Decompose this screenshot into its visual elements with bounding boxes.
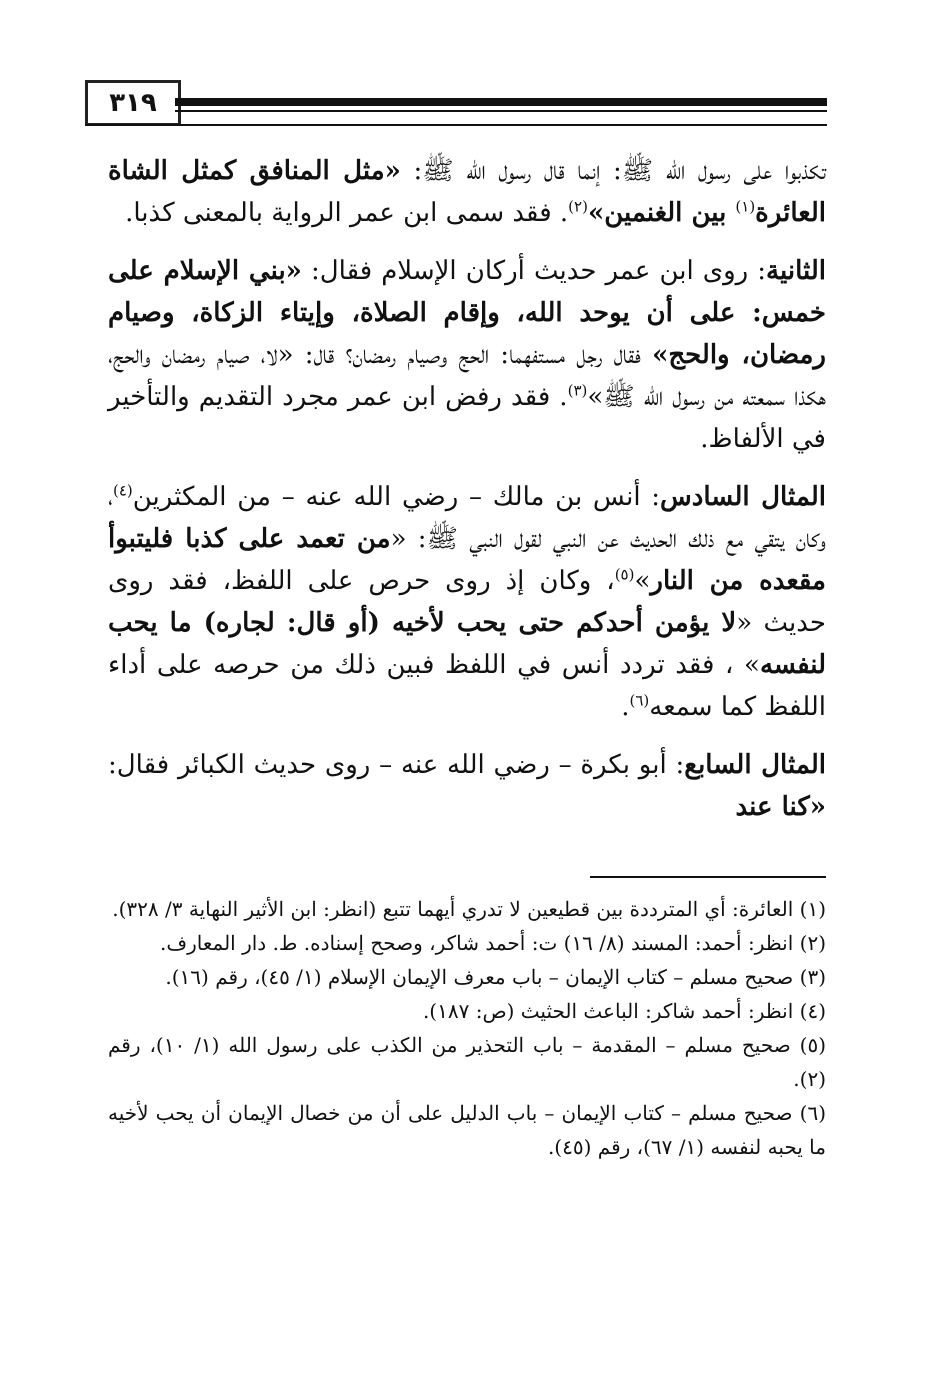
footnotes — [108, 892, 826, 1164]
text-run: » — [634, 566, 651, 596]
footnote-ref-1: (١) — [735, 197, 756, 216]
header-rule — [175, 98, 827, 106]
footnote-1: (١) العائرة: أي المترددة بين قطيعين لا تدري أيهما تتبع (انظر: ابن الأثير النهاية ٣/ ٣٢٨). — [112, 897, 826, 921]
footnote-ref-3: (٣) — [567, 381, 588, 400]
hadith-quote: بين الغنمين» — [587, 198, 736, 228]
text-run: ، وكان يتقي مع ذلك الحديث عن النبي لقول النبي ﷺ: « — [108, 482, 826, 554]
main-text — [108, 150, 826, 844]
text-run: تكذبوا على رسول الله ﷺ: إنما قال رسول الله ﷺ: — [400, 156, 826, 186]
text-run: : روى ابن عمر حديث أركان الإسلام فقال: — [301, 256, 767, 286]
hadith-quote: «مثل المنافق كمثل الشاة العائرة — [108, 156, 826, 228]
footnote-4: (٤) انظر: أحمد شاكر: الباعث الحثيث (ص: ١٨٧). — [422, 999, 826, 1023]
header-rule-thin — [175, 110, 827, 112]
section-label: الثانية — [766, 256, 826, 286]
text-run: . — [621, 692, 630, 722]
text-run: . فقد رفض ابن عمر مجرد التقديم والتأخير في الألفاظ. — [108, 382, 826, 454]
page-number: ٣١٩ — [85, 80, 181, 126]
section-label: المثال السابع — [684, 750, 826, 780]
paragraph-1 — [108, 150, 826, 234]
footnote-ref-5: (٥) — [614, 565, 635, 584]
text-run: : أنس بن مالك – رضي الله عنه – من المكثرين — [132, 482, 661, 512]
paragraph-3 — [108, 476, 826, 728]
text-run: » ، فقد تردد أنس في اللفظ فبين ذلك من حرصه على أداء اللفظ كما سمعه — [108, 650, 826, 722]
footnote-3: (٣) صحيح مسلم – كتاب الإيمان – باب معرف الإيمان الإسلام (١/ ٤٥)، رقم (١٦). — [165, 965, 826, 989]
hadith-quote: «كنا عند — [735, 792, 826, 822]
footnote-6: (٦) صحيح مسلم – كتاب الإيمان – باب الدليل على أن من خصال الإيمان أن يحب لأخيه ما يحبه لنفسه (١/ ٦٧)، رقم (٤٥). — [108, 1101, 826, 1159]
text-run: فقال رجل مستفهما: الحج وصيام رمضان؟ قال: «لا، صيام رمضان والحج، هكذا سمعته من رسول الله ﷺ» — [108, 340, 826, 412]
footnote-2: (٢) انظر: أحمد: المسند (٨/ ١٦) ت: أحمد شاكر، وصحح إسناده. ط. دار المعارف. — [160, 931, 826, 955]
section-label: المثال السادس — [660, 482, 826, 512]
text-run: ، وكان إذ روى حرص على اللفظ، فقد روى حديث « — [108, 566, 826, 638]
footnote-ref-6: (٦) — [629, 691, 650, 710]
footnote-separator — [590, 876, 826, 878]
text-run: . فقد سمى ابن عمر الرواية بالمعنى كذبا. — [125, 198, 569, 228]
text-run: : أبو بكرة – رضي الله عنه – روى حديث الكبائر فقال: — [108, 750, 685, 780]
paragraph-2 — [108, 250, 826, 460]
paragraph-4 — [108, 744, 826, 828]
footnote-ref-2: (٢) — [568, 197, 588, 216]
footnote-ref-4: (٤) — [112, 481, 133, 500]
hadith-quote: لا يؤمن أحدكم حتى يحب لأخيه (أو قال: لجاره) ما يحب لنفسه — [108, 608, 826, 680]
header-rule-bottom — [85, 124, 827, 126]
page-header — [85, 80, 827, 128]
footnote-5: (٥) صحيح مسلم – المقدمة – باب التحذير من الكذب على رسول الله (١/ ١٠)، رقم (٢). — [108, 1033, 826, 1091]
hadith-quote: «بني الإسلام على خمس: على أن يوحد الله، وإقام الصلاة، وإيتاء الزكاة، وصيام رمضان، والحج» — [108, 256, 826, 370]
hadith-quote: من تعمد على كذبا فليتبوأ مقعده من النار — [108, 524, 826, 596]
